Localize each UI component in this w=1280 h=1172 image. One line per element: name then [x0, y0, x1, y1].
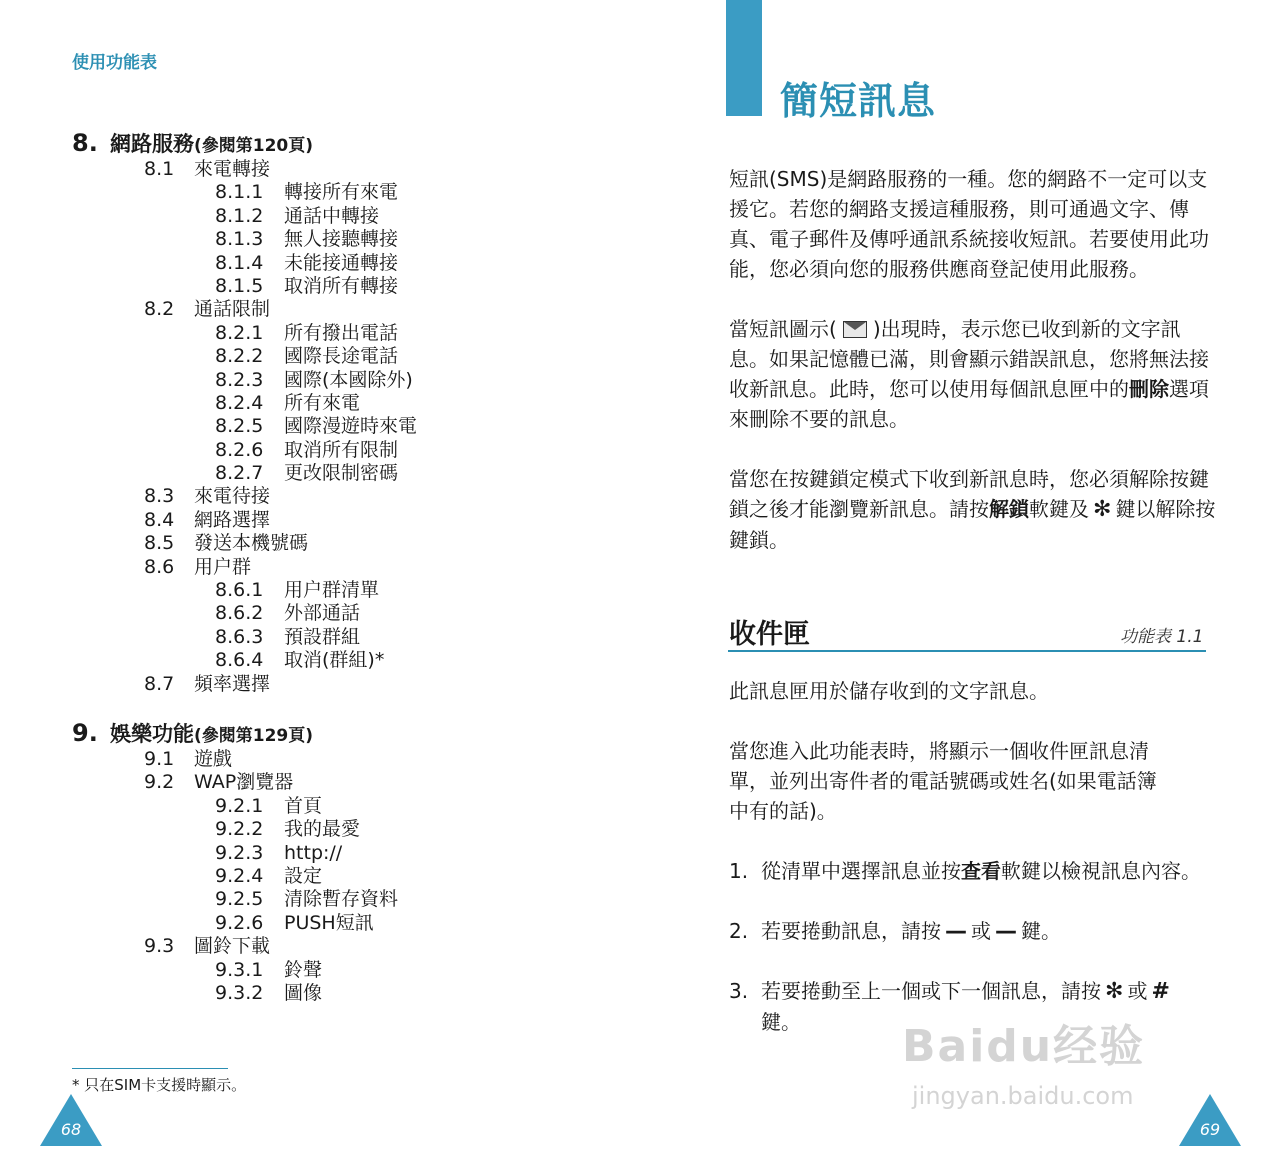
item-label: 來電轉接: [194, 158, 271, 180]
section-number: 9.: [72, 719, 98, 747]
item-label: 我的最愛: [284, 818, 361, 841]
submenu-item: [72, 228, 632, 251]
item-number: 8.2.4: [215, 391, 264, 414]
item-number: 8.6.3: [215, 625, 264, 648]
envelope-icon: [843, 321, 867, 338]
scroll-up-key-icon: —: [945, 919, 967, 944]
item-label: 預設群組: [284, 625, 361, 648]
submenu-item: [72, 842, 632, 865]
page-number: 69: [1199, 1120, 1221, 1139]
text: 從清單中選擇訊息並按: [761, 859, 961, 883]
section-title: [72, 718, 632, 748]
menu-item: [72, 298, 632, 321]
item-label: WAP瀏覽器: [194, 771, 294, 794]
text: 鍵。: [1021, 919, 1061, 943]
text: 鍵以解除按鍵鎖。: [729, 497, 1216, 552]
text: 若要捲動訊息，請按: [761, 919, 941, 943]
item-number: 8.7: [144, 672, 175, 695]
item-label: 網路選擇: [194, 508, 271, 531]
submenu-item: [72, 439, 632, 462]
item-number: 9.2.6: [215, 911, 264, 934]
submenu-item: [72, 649, 632, 672]
item-label: 國際長途電話: [284, 345, 399, 368]
item-label: 圖鈴下載: [194, 935, 271, 958]
scroll-down-key-icon: —: [995, 919, 1017, 944]
item-number: 9.2: [144, 771, 175, 794]
paragraph-intro: 短訊(SMS)是網路服務的一種。您的網路不一定可以支援它。若您的網路支援這種服務，則可通過文字、傳真、電子郵件及傳呼通訊系統接收短訊。若要使用此功能，您必須向您的服務供應商登記使用此服務。: [729, 167, 1209, 281]
chapter-tab-bar: [726, 0, 762, 116]
page-number-badge: [1179, 1094, 1241, 1146]
submenu-item: [72, 252, 632, 275]
subsection-divider: [728, 650, 1206, 652]
right-page: [640, 0, 1280, 1172]
menu-item: [72, 935, 632, 958]
running-header: 使用功能表: [72, 53, 157, 73]
text: 選項來刪除不要的訊息。: [729, 377, 1209, 431]
section-8: [72, 128, 632, 696]
submenu-item: [72, 322, 632, 345]
item-label: 未能接通轉接: [284, 251, 399, 274]
item-number: 9.3: [144, 935, 175, 958]
item-number: 8.2.7: [215, 462, 264, 485]
star-key-icon: ✻: [1093, 497, 1112, 522]
section-name: 網路服務: [110, 132, 194, 156]
text: 軟鍵以檢視訊息內容。: [1001, 859, 1201, 883]
item-label: 更改限制密碼: [284, 462, 399, 485]
item-label: 用户群清單: [284, 579, 380, 602]
submenu-item: [72, 392, 632, 415]
bold-term: 刪除: [1129, 377, 1169, 401]
hash-key-icon: #: [1151, 979, 1170, 1004]
item-number: 8.2.6: [215, 438, 264, 461]
item-number: 9.3.1: [215, 958, 264, 981]
item-number: 8.1.4: [215, 251, 264, 274]
item-number: 8.4: [144, 508, 175, 531]
menu-item: [72, 158, 632, 181]
item-label: 取消(群組)*: [284, 649, 385, 672]
bold-term: 查看: [961, 859, 1001, 883]
submenu-item: [72, 369, 632, 392]
item-label: 鈴聲: [284, 958, 323, 981]
submenu-item: [72, 795, 632, 818]
item-number: 8.6: [144, 555, 175, 578]
item-label: 外部通話: [284, 602, 361, 625]
bold-term: 解鎖: [989, 497, 1029, 521]
menu-list: [72, 748, 632, 1005]
item-number: 8.2: [144, 298, 175, 321]
item-number: 9.1: [144, 748, 175, 770]
item-label: 所有來電: [284, 391, 361, 414]
item-number: 8.6.4: [215, 649, 264, 672]
item-label: 圖像: [284, 981, 323, 1004]
item-number: 9.2.2: [215, 818, 264, 841]
page-number: 68: [60, 1120, 82, 1139]
submenu-item: [72, 982, 632, 1005]
submenu-item: [72, 602, 632, 625]
text: 當短訊圖示(: [729, 317, 837, 341]
step-text: [761, 916, 1221, 947]
item-label: 國際漫遊時來電: [284, 415, 418, 438]
page-number-badge: [40, 1094, 102, 1146]
submenu-item: [72, 626, 632, 649]
section-title: [72, 128, 632, 158]
step-text: [761, 856, 1221, 886]
submenu-item: [72, 181, 632, 204]
menu-item: [72, 485, 632, 508]
submenu-item: [72, 912, 632, 935]
item-number: 8.1.2: [215, 204, 264, 227]
menu-item: [72, 509, 632, 532]
item-label: PUSH短訊: [284, 911, 374, 934]
text: 或: [971, 919, 991, 943]
menu-item: [72, 532, 632, 555]
item-number: 8.3: [144, 485, 175, 508]
item-label: 取消所有轉接: [284, 274, 399, 297]
item-label: 來電待接: [194, 485, 271, 508]
item-number: 8.6.2: [215, 602, 264, 625]
text: 當您在按鍵鎖定模式下收到新訊息時，您必須解除按鍵鎖之後才能瀏覽新訊息。請按: [729, 467, 1209, 521]
item-label: 國際(本國除外): [284, 368, 413, 391]
menu-item: [72, 673, 632, 696]
item-number: 8.2.1: [215, 321, 264, 344]
item-number: 8.1.5: [215, 274, 264, 297]
item-number: 9.2.1: [215, 794, 264, 817]
submenu-item: [72, 818, 632, 841]
item-number: 8.2.2: [215, 345, 264, 368]
section-9: [72, 718, 632, 1005]
watermark-url: jingyan.baidu.com: [912, 1082, 1134, 1110]
footnote-divider: [72, 1068, 228, 1069]
menu-list: [72, 158, 632, 696]
item-label: 取消所有限制: [284, 438, 399, 461]
step-number: 2.: [729, 919, 749, 943]
text: 若要捲動至上一個或下一個訊息，請按: [761, 979, 1101, 1003]
text: 軟鍵及: [1029, 497, 1089, 521]
item-label: 發送本機號碼: [194, 532, 309, 555]
paragraph-icon-info: [729, 314, 1219, 434]
item-label: 清除暫存資料: [284, 888, 399, 911]
item-label: 遊戲: [194, 748, 233, 770]
text: )出現時，表示您已收到新的文字訊息。如果記憶體已滿，則會顯示錯誤訊息，您將無法接收新訊息。此時，您可以使用每個訊息匣中的: [729, 317, 1209, 401]
submenu-item: [72, 959, 632, 982]
item-number: 9.3.2: [215, 981, 264, 1004]
section-ref: (參閱第129頁): [194, 726, 314, 746]
item-label: 首頁: [284, 794, 323, 817]
submenu-item: [72, 205, 632, 228]
menu-item: [72, 556, 632, 579]
step-number: 3.: [729, 979, 749, 1003]
submenu-item: [72, 462, 632, 485]
section-number: 8.: [72, 129, 98, 157]
item-label: 通話限制: [194, 298, 271, 321]
item-number: 8.2.3: [215, 368, 264, 391]
item-label: 設定: [284, 864, 323, 887]
section-name: 娛樂功能: [110, 722, 194, 746]
item-label: 轉接所有來電: [284, 181, 399, 204]
subsection-title: 收件匣: [729, 619, 810, 650]
menu-item: [72, 748, 632, 771]
item-label: http://: [284, 841, 343, 864]
section-ref: (參閱第120頁): [194, 136, 314, 156]
item-number: 8.5: [144, 532, 175, 555]
subsection-ref: 功能表 1.1: [1120, 627, 1204, 647]
item-label: 頻率選擇: [194, 672, 271, 695]
submenu-item: [72, 888, 632, 911]
paragraph-keylock: [729, 464, 1219, 555]
submenu-item: [72, 865, 632, 888]
item-number: 8.1.3: [215, 228, 264, 251]
item-number: 9.2.4: [215, 864, 264, 887]
item-number: 9.2.3: [215, 841, 264, 864]
item-number: 8.6.1: [215, 579, 264, 602]
item-number: 8.1: [144, 158, 175, 180]
item-label: 用户群: [194, 555, 252, 578]
submenu-item: [72, 345, 632, 368]
star-key-icon: ✻: [1105, 979, 1124, 1004]
text: 或: [1127, 979, 1148, 1003]
submenu-item: [72, 275, 632, 298]
paragraph-inbox: 此訊息匣用於儲存收到的文字訊息。: [729, 679, 1049, 703]
item-number: 9.2.5: [215, 888, 264, 911]
step-number: 1.: [729, 859, 749, 883]
paragraph-inbox-list: 當您進入此功能表時，將顯示一個收件匣訊息清單，並列出寄件者的電話號碼或姓名(如果電話簿中有的話)。: [729, 739, 1157, 823]
item-label: 無人接聽轉接: [284, 228, 399, 251]
chapter-title: 簡短訊息: [780, 79, 937, 123]
item-number: 8.2.5: [215, 415, 264, 438]
item-number: 8.1.1: [215, 181, 264, 204]
menu-item: [72, 771, 632, 794]
submenu-item: [72, 415, 632, 438]
text: 鍵。: [761, 1010, 801, 1034]
watermark-logo: Baidu经验: [902, 1021, 1146, 1072]
item-label: 通話中轉接: [284, 204, 380, 227]
submenu-item: [72, 579, 632, 602]
footnote: * 只在SIM卡支援時顯示。: [72, 1076, 247, 1094]
item-label: 所有撥出電話: [284, 321, 399, 344]
